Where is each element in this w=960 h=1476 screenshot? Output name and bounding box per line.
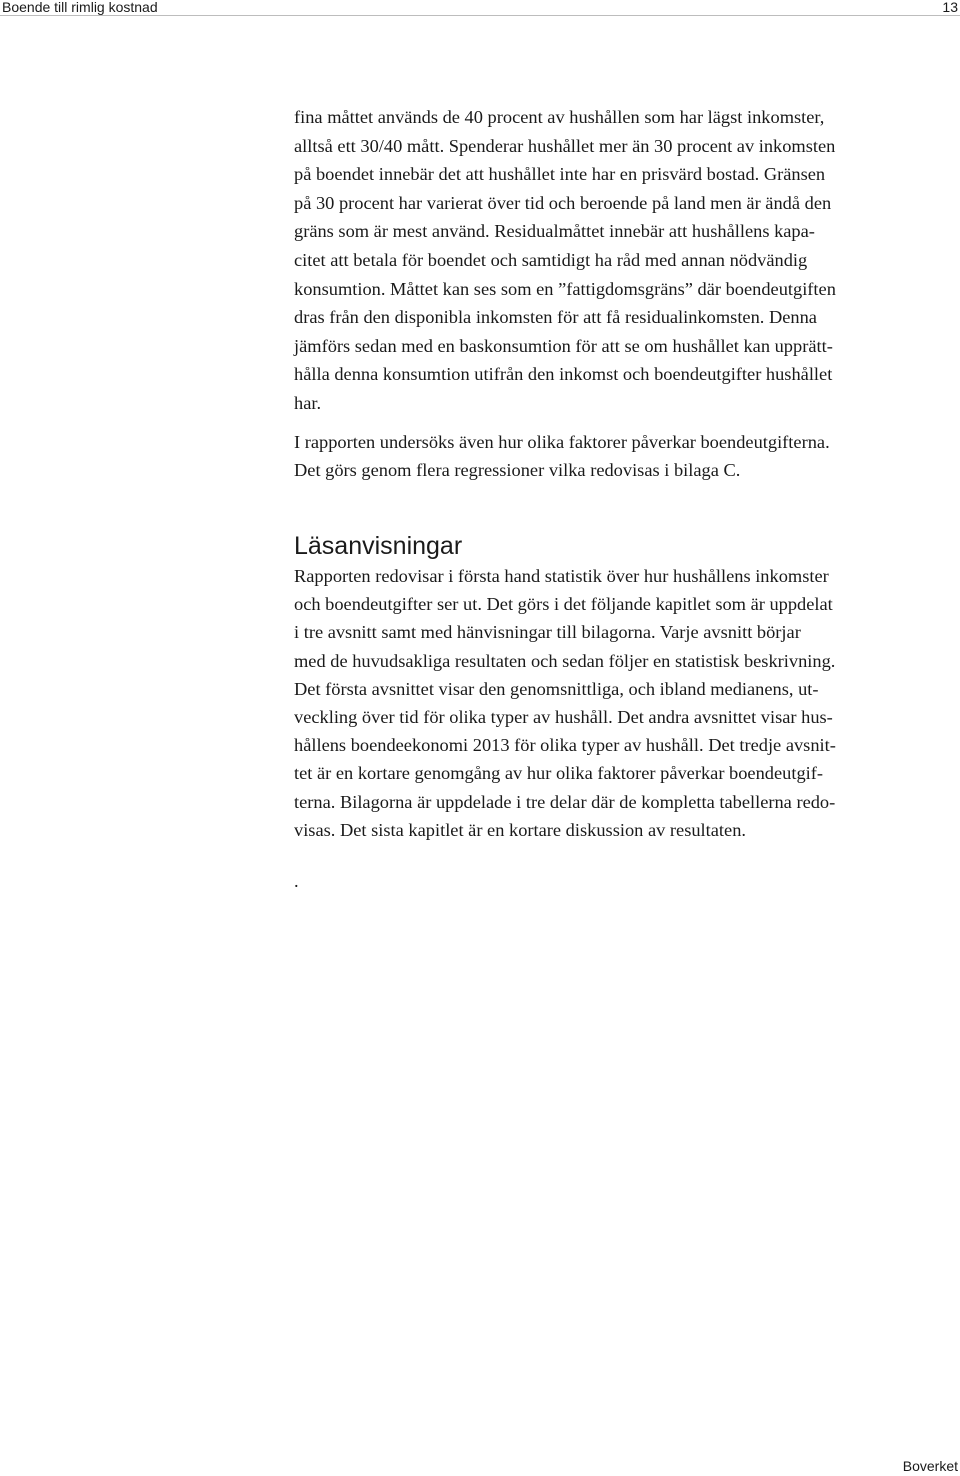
section-heading: Läsanvisningar	[294, 532, 463, 560]
text-line: konsumtion. Måttet kan ses som en ”fattigdomsgräns” där boendeutgiften	[294, 278, 836, 299]
header-divider	[0, 15, 960, 16]
page-number: 13	[942, 0, 958, 15]
paragraph-gap	[294, 418, 934, 428]
running-header	[0, 0, 960, 14]
intro-text	[294, 103, 934, 485]
text-line: jämförs sedan med en baskonsumtion för att se om hushållet kan upprätt-	[294, 335, 833, 356]
text-line: I rapporten undersöks även hur olika faktorer påverkar boendeutgifterna.	[294, 431, 830, 452]
text-line: på 30 procent har varierat över tid och beroende på land men är ändå den	[294, 192, 832, 213]
text-line: på boendet innebär det att hushållet inte har en prisvärd bostad. Gränsen	[294, 164, 826, 185]
text-line: Det första avsnittet visar den genomsnittliga, och ibland medianens, ut-	[294, 678, 819, 699]
section-text	[294, 562, 934, 844]
trailing-dot: .	[294, 871, 299, 891]
document-title: Boende till rimlig kostnad	[2, 0, 158, 15]
text-line: hålla denna konsumtion utifrån den inkomst och boendeutgifter hushållet	[294, 364, 833, 385]
text-line: dras från den disponibla inkomsten för att få residualinkomsten. Denna	[294, 307, 817, 328]
text-line: tet är en kortare genomgång av hur olika faktorer påverkar boendeutgif-	[294, 763, 824, 784]
text-line: Rapporten redovisar i första hand statistik över hur hushållens inkomster	[294, 566, 829, 586]
text-line: hållens boendeekonomi 2013 för olika typer av hushåll. Det tredje avsnit-	[294, 735, 836, 756]
footer-publisher: Boverket	[902, 1458, 958, 1474]
text-line: visas. Det sista kapitlet är en kortare diskussion av resultaten.	[294, 819, 746, 840]
text-line: veckling över tid för olika typer av hushåll. Det andra avsnittet visar hus-	[294, 707, 833, 728]
text-line: alltså ett 30/40 mått. Spenderar hushållet mer än 30 procent av inkomsten	[294, 135, 836, 156]
text-line: Det görs genom flera regressioner vilka redovisas i bilaga C.	[294, 460, 741, 481]
text-line: har.	[294, 392, 322, 413]
text-line: och boendeutgifter ser ut. Det görs i det följande kapitlet som är uppdelat	[294, 594, 833, 615]
text-line: gräns som är mest använd. Residualmåttet innebär att hushållens kapa-	[294, 221, 815, 242]
text-line: i tre avsnitt samt med hänvisningar till bilagorna. Varje avsnitt börjar	[294, 622, 801, 643]
text-line: terna. Bilagorna är uppdelade i tre delar där de kompletta tabellerna redo-	[294, 791, 836, 812]
text-line: med de huvudsakliga resultaten och sedan följer en statistisk beskrivning.	[294, 650, 836, 671]
text-line: citet att betala för boendet och samtidigt ha råd med annan nödvändig	[294, 249, 808, 270]
text-line: fina måttet används de 40 procent av hushållen som har lägst inkomster,	[294, 107, 825, 127]
